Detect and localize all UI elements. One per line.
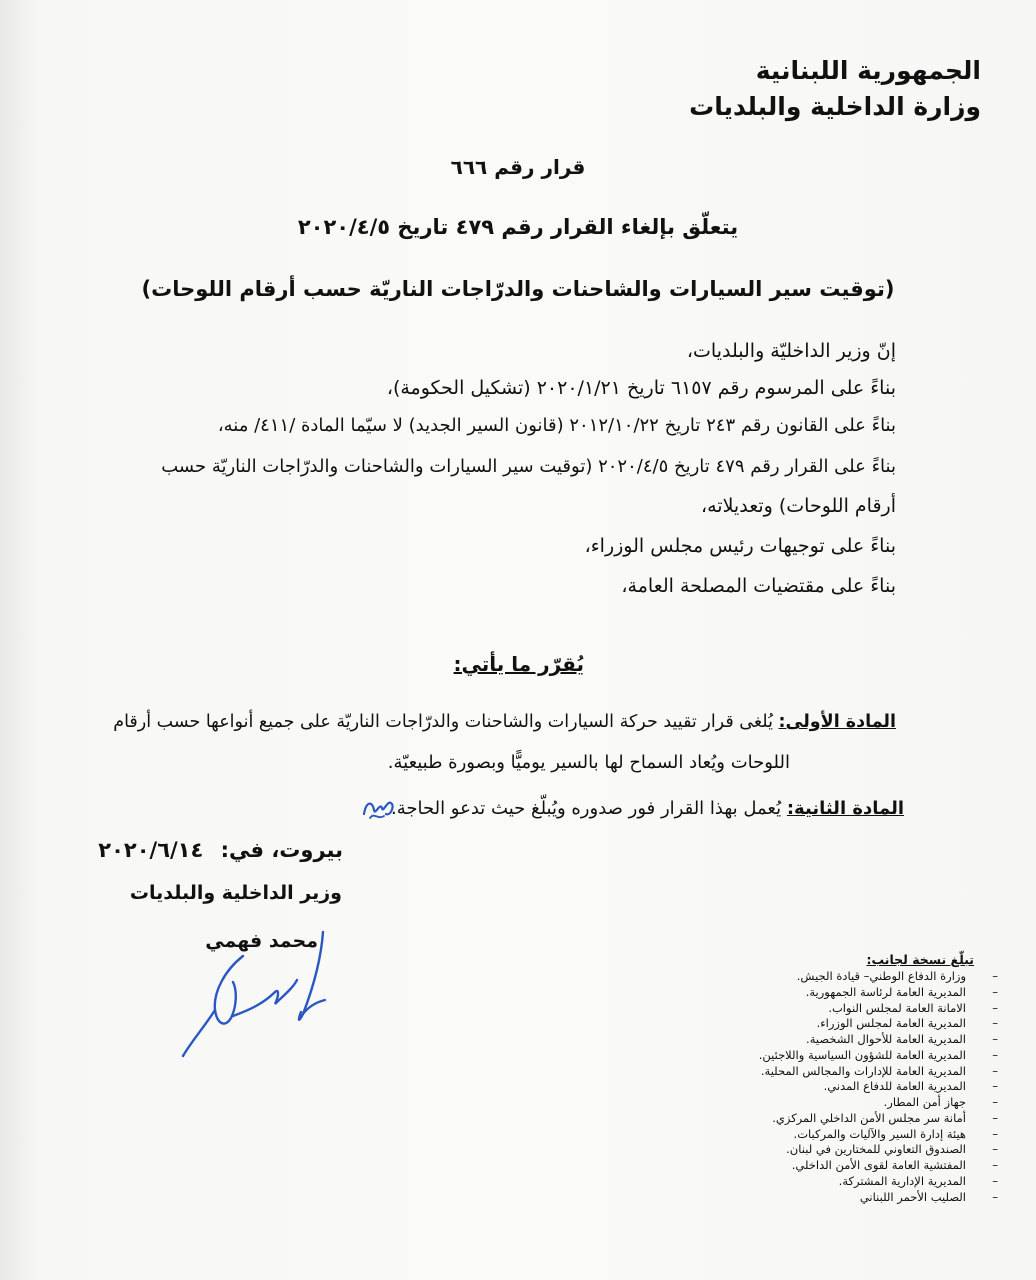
distribution-title: تبلّغ نسخة لجانب: bbox=[866, 952, 974, 967]
decision-number: قرار رقم ٦٦٦ bbox=[450, 155, 586, 179]
preamble-line: أرقام اللوحات) وتعديلاته، bbox=[700, 495, 896, 517]
list-dash: – bbox=[992, 1142, 998, 1157]
decision-subtitle: (توقيت سير السيارات والشاحنات والدرّاجات الناريّة حسب أرقام اللوحات) bbox=[141, 277, 895, 301]
decision-subject: يتعلّق بإلغاء القرار رقم ٤٧٩ تاريخ ٢٠٢٠/٤/٥ bbox=[297, 215, 739, 239]
distribution-item-text: المديرية العامة للدفاع المدني. bbox=[823, 1079, 966, 1094]
signatory-title: وزير الداخلية والبلديات bbox=[129, 882, 342, 904]
article-1 bbox=[113, 712, 896, 732]
distribution-item-text: جهاز أمن المطار. bbox=[883, 1095, 966, 1109]
decides-heading: يُقرّر ما يأتي: bbox=[453, 652, 584, 676]
distribution-item-text: المديرية العامة للشؤون السياسية واللاجئين. bbox=[758, 1047, 966, 1062]
distribution-list bbox=[758, 969, 998, 1205]
place-label: بيروت، في: bbox=[220, 838, 343, 862]
distribution-item-text: المديرية العامة لرئاسة الجمهورية. bbox=[805, 984, 966, 999]
distribution-item bbox=[759, 1142, 998, 1158]
distribution-item bbox=[759, 984, 998, 1001]
distribution-item bbox=[759, 1095, 998, 1111]
distribution-item-text: المديرية العامة للإدارات والمجالس المحلية. bbox=[760, 1063, 966, 1078]
preamble-line: بناءً على المرسوم رقم ٦١٥٧ تاريخ ٢٠٢٠/١/٢١ (تشكيل الحكومة)، bbox=[386, 377, 896, 399]
article-1-text: يُلغى قرار تقييد حركة السيارات والشاحنات والدرّاجات الناريّة على جميع أنواعها حسب أرقام bbox=[113, 712, 773, 732]
article-1-continuation: اللوحات ويُعاد السماح لها بالسير يوميًّا وبصورة طبيعيّة. bbox=[387, 752, 790, 773]
distribution-item bbox=[759, 1173, 998, 1190]
distribution-item-text: المديرية العامة لمجلس الوزراء. bbox=[816, 1016, 966, 1031]
distribution-item bbox=[759, 1158, 998, 1174]
list-dash: – bbox=[992, 1032, 998, 1046]
preamble-line: بناءً على القانون رقم ٢٤٣ تاريخ ٢٠١٢/١٠/٢٢ (قانون السير الجديد) لا سيّما المادة /٤١١/ منه، bbox=[217, 415, 896, 436]
article-2-text: يُعمل بهذا القرار فور صدوره ويُبلّغ حيث تدعو الحاجة. bbox=[391, 798, 782, 819]
distribution-item bbox=[759, 1079, 998, 1095]
distribution-item-text: الصندوق التعاوني للمختارين في لبنان. bbox=[786, 1142, 966, 1157]
list-dash: – bbox=[992, 969, 998, 983]
distribution-item bbox=[759, 1063, 998, 1080]
list-dash: – bbox=[992, 1158, 998, 1172]
list-dash: – bbox=[992, 1000, 998, 1015]
distribution-item-text: المفتشية العامة لقوى الأمن الداخلي. bbox=[791, 1158, 966, 1172]
preamble-line: بناءً على مقتضيات المصلحة العامة، bbox=[621, 575, 896, 597]
distribution-item bbox=[759, 969, 998, 985]
article-2 bbox=[391, 798, 904, 819]
place-date bbox=[98, 838, 343, 862]
distribution-item-text: الصليب الأحمر اللبناني bbox=[859, 1189, 966, 1204]
signatory-name: محمد فهمي bbox=[205, 930, 318, 952]
list-dash: – bbox=[992, 984, 998, 999]
list-dash: – bbox=[992, 1189, 998, 1204]
list-dash: – bbox=[992, 1079, 998, 1094]
republic-heading: الجمهورية اللبنانية bbox=[755, 56, 981, 85]
distribution-item bbox=[759, 1110, 998, 1127]
distribution-item bbox=[759, 1032, 998, 1048]
signature bbox=[175, 930, 335, 1065]
list-dash: – bbox=[992, 1173, 998, 1188]
distribution-item-text: المديرية العامة للأحوال الشخصية. bbox=[806, 1032, 966, 1046]
preamble-line: إنّ وزير الداخليّة والبلديات، bbox=[686, 340, 896, 362]
distribution-item bbox=[759, 1000, 998, 1017]
list-dash: – bbox=[992, 1110, 998, 1125]
distribution-item bbox=[759, 1189, 998, 1206]
article-2-label: المادة الثانية: bbox=[786, 798, 904, 819]
list-dash: – bbox=[992, 1016, 998, 1031]
distribution-item bbox=[758, 1047, 998, 1064]
distribution-item-text: هيئة إدارة السير والآليات والمركبات. bbox=[793, 1126, 966, 1141]
preamble-line: بناءً على توجيهات رئيس مجلس الوزراء، bbox=[584, 535, 896, 557]
distribution-item-text: وزارة الدفاع الوطني– قيادة الجيش. bbox=[796, 969, 966, 983]
list-dash: – bbox=[992, 1126, 998, 1141]
ministry-heading: وزارة الداخلية والبلديات bbox=[689, 92, 981, 121]
distribution-item bbox=[759, 1016, 998, 1032]
list-dash: – bbox=[992, 1095, 998, 1109]
distribution-item-text: المديرية الإدارية المشتركة. bbox=[838, 1173, 966, 1188]
distribution-item-text: أمانة سر مجلس الأمن الداخلي المركزي. bbox=[772, 1110, 966, 1125]
list-dash: – bbox=[992, 1047, 998, 1062]
distribution-item bbox=[759, 1126, 998, 1143]
preamble-line: بناءً على القرار رقم ٤٧٩ تاريخ ٢٠٢٠/٤/٥ (توقيت سير السيارات والشاحنات والدرّاجات الناريّة حسب bbox=[161, 456, 896, 477]
article-1-label: المادة الأولى: bbox=[778, 712, 896, 732]
initials-mark bbox=[360, 792, 398, 824]
decision-date: ٢٠٢٠/٦/١٤ bbox=[98, 838, 204, 862]
distribution-item-text: الامانة العامة لمجلس النواب. bbox=[828, 1000, 966, 1015]
list-dash: – bbox=[992, 1063, 998, 1078]
